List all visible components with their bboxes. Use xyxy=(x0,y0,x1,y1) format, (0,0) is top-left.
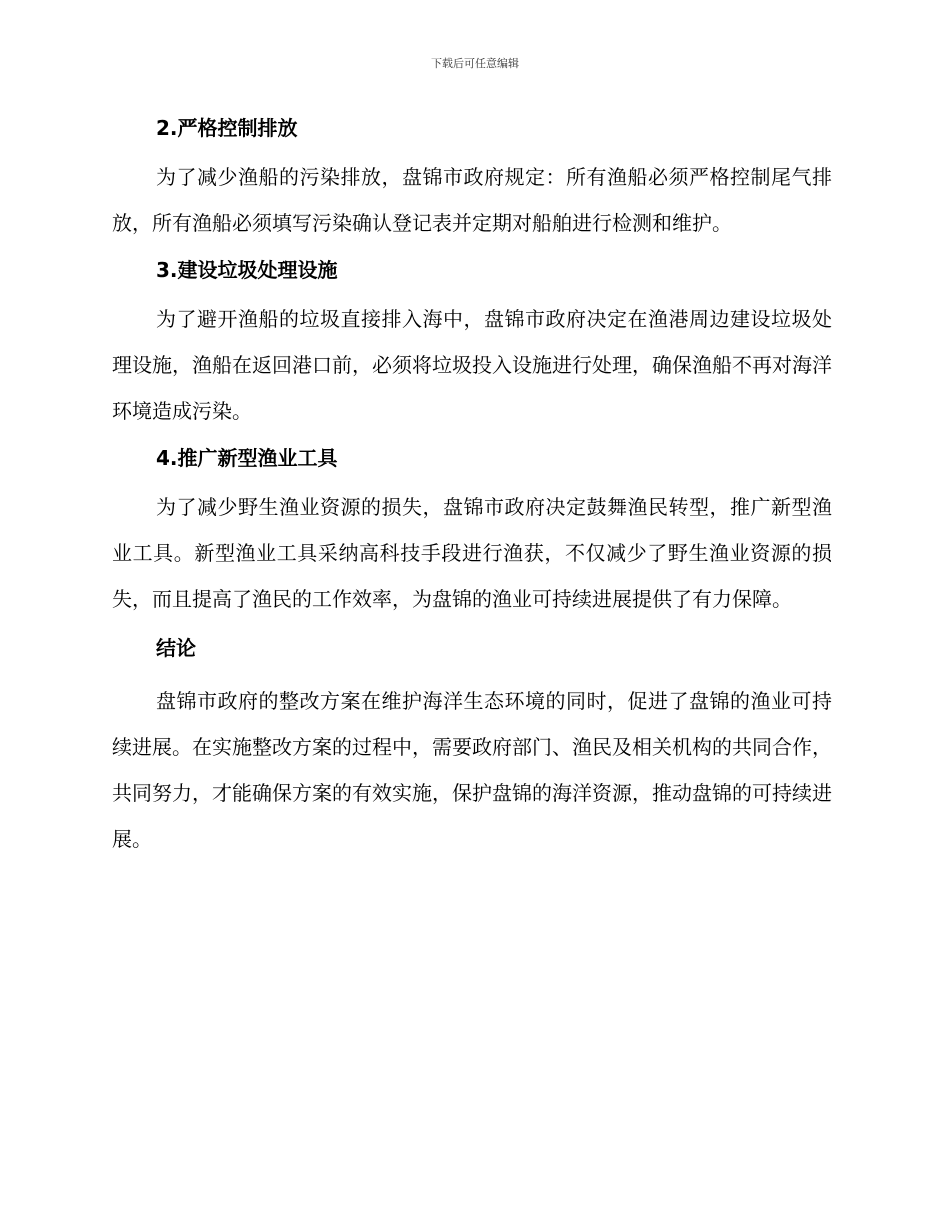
section-paragraph-strict-emission-control: 为了减少渔船的污染排放，盘锦市政府规定：所有渔船必须严格控制尾气排放，所有渔船必须填写污染确认登记表并定期对船舶进行检测和维护。 xyxy=(112,165,832,235)
section-paragraph-new-fishing-tools: 为了减少野生渔业资源的损失，盘锦市政府决定鼓舞渔民转型，推广新型渔业工具。新型渔业工具采纳高科技手段进行渔获，不仅减少了野生渔业资源的损失，而且提高了渔民的工作效率，为盘锦的渔业可持续进展提供了有力保障。 xyxy=(112,495,832,611)
section-heading-new-fishing-tools: 4.推广新型渔业工具 xyxy=(156,446,338,470)
section-paragraph-waste-facilities: 为了避开渔船的垃圾直接排入海中，盘锦市政府决定在渔港周边建设垃圾处理设施，渔船在返回港口前，必须将垃圾投入设施进行处理，确保渔船不再对海洋环境造成污染。 xyxy=(112,307,832,423)
section-heading-conclusion: 结论 xyxy=(156,636,196,660)
document-body xyxy=(112,108,832,862)
section-heading-strict-emission-control: 2.严格控制排放 xyxy=(156,116,298,140)
section-paragraph-conclusion: 盘锦市政府的整改方案在维护海洋生态环境的同时，促进了盘锦的渔业可持续进展。在实施整改方案的过程中，需要政府部门、渔民及相关机构的共同合作，共同努力，才能确保方案的有效实施，保护盘锦的海洋资源，推动盘锦的可持续进展。 xyxy=(112,689,832,851)
section-heading-waste-facilities: 3.建设垃圾处理设施 xyxy=(156,258,338,282)
header-note: 下载后可任意编辑 xyxy=(431,57,519,70)
